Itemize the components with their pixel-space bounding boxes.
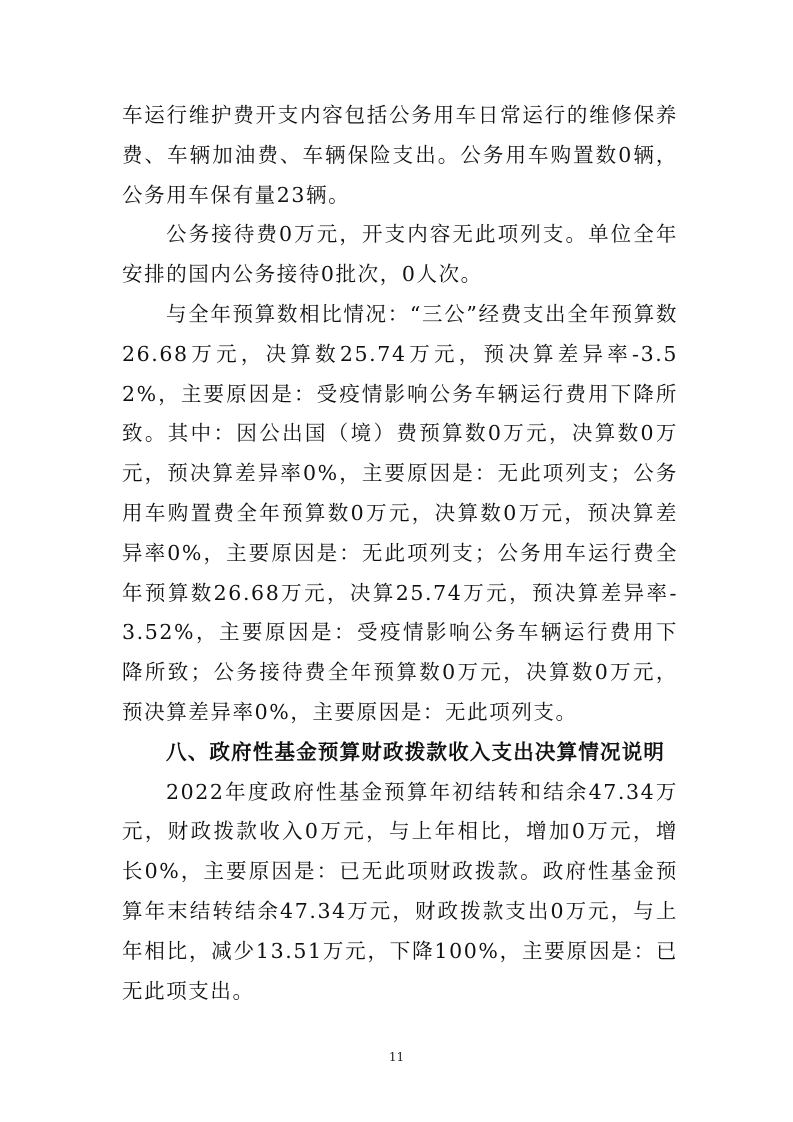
document-body [122, 96, 678, 1011]
page-number: 11 [388, 1050, 405, 1064]
paragraph-vehicle-maintenance: 车运行维护费开支内容包括公务用车日常运行的维修保养费、车辆加油费、车辆保险支出。公务用车购置数0辆，公务用车保有量23辆。 [122, 103, 678, 207]
paragraph-budget-comparison: 与全年预算数相比情况：“三公”经费支出全年预算数26.68万元，决算数25.74万元，预决算差异率-3.52%，主要原因是：受疫情影响公务车辆运行费用下降所致。其中：因公出国（境）费预算数0万元，决算数0万元，预决算差异率0%，主要原因是：无此项列支；公务用车购置费全年预算数0万元，决算数0万元，预决算差异率0%，主要原因是：无此项列支；公务用车运行费全年预算数26.68万元，决算25.74万元，预决算差异率-3.52%，主要原因是：受疫情影响公务车辆运行费用下降所致；公务接待费全年预算数0万元，决算数0万元，预决算差异率0%，主要原因是：无此项列支。 [122, 301, 678, 724]
section-heading-government-fund: 八、政府性基金预算财政拨款收入支出决算情况说明 [166, 739, 666, 764]
paragraph-reception-expense: 公务接待费0万元，开支内容无此项列支。单位全年安排的国内公务接待0批次，0人次。 [122, 222, 678, 287]
paragraph-government-fund: 2022年度政府性基金预算年初结转和结余47.34万元，财政拨款收入0万元，与上年相比，增加0万元，增长0%，主要原因是：已无此项财政拨款。政府性基金预算年末结转结余47.34万元，财政拨款支出0万元，与上年相比，减少13.51万元，下降100%，主要原因是：已无此项支出。 [122, 779, 678, 1003]
